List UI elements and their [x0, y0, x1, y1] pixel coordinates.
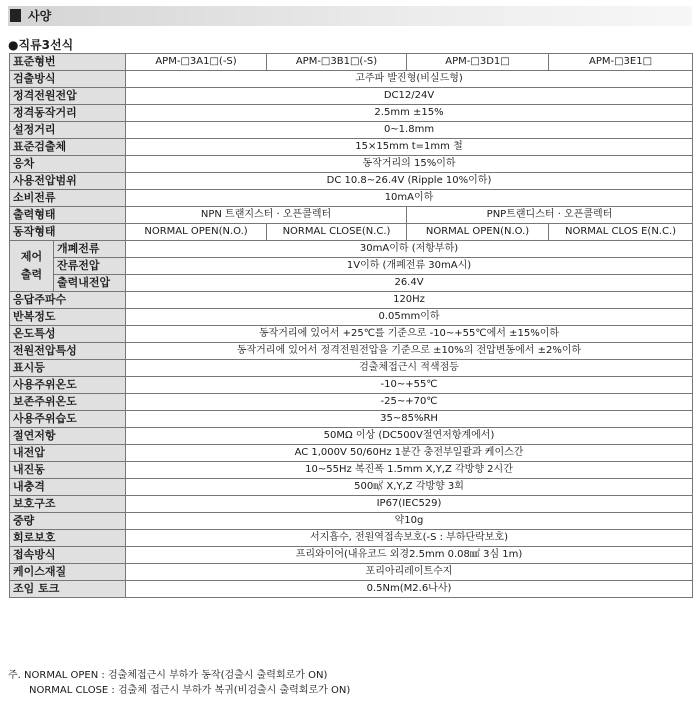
spec-table: [9, 53, 693, 598]
header-square-icon: [10, 9, 21, 22]
table-row: [10, 564, 693, 581]
table-row: [10, 445, 693, 462]
row-label: 출력형태: [10, 207, 126, 224]
table-row: [10, 581, 693, 598]
footnote-normal-close: NORMAL CLOSE : 검출체 접근시 부하가 복귀(비검출시 출력회로가 ON): [29, 685, 351, 696]
table-row: [10, 326, 693, 343]
footnotes: [8, 668, 350, 698]
row-value: PNP트랜디스터 · 오픈콜렉터: [407, 207, 693, 224]
row-value: 35~85%RH: [126, 411, 693, 428]
row-label: 출력내전압: [54, 275, 126, 292]
table-row: [10, 54, 693, 71]
row-value: 프리와이어(내유코드 외경2.5mm 0.08㎟ 3심 1m): [126, 547, 693, 564]
row-label: 검출방식: [10, 71, 126, 88]
row-value: NPN 트랜지스터 · 오픈콜렉터: [126, 207, 407, 224]
row-value: DC12/24V: [126, 88, 693, 105]
row-value: -25~+70℃: [126, 394, 693, 411]
row-label: 표시등: [10, 360, 126, 377]
row-label: 접속방식: [10, 547, 126, 564]
row-value: 포리아리레이트수지: [126, 564, 693, 581]
row-label: 보호구조: [10, 496, 126, 513]
table-row: [10, 360, 693, 377]
row-label: 절연저항: [10, 428, 126, 445]
table-row: [10, 343, 693, 360]
row-label: 회로보호: [10, 530, 126, 547]
row-value: 동작거리에 있어서 정격전원전압을 기준으로 ±10%의 전압변동에서 ±2%이하: [126, 343, 693, 360]
row-value: 2.5mm ±15%: [126, 105, 693, 122]
table-row: [10, 88, 693, 105]
table-row: [10, 139, 693, 156]
row-label: 잔류전압: [54, 258, 126, 275]
row-label: 사용주위온도: [10, 377, 126, 394]
row-value: 10~55Hz 복진폭 1.5mm X,Y,Z 각방향 2시간: [126, 462, 693, 479]
table-row: [10, 479, 693, 496]
table-row: [10, 122, 693, 139]
row-value: NORMAL CLOSE(N.C.): [267, 224, 407, 241]
row-value: 50MΩ 이상 (DC500V절연저항계에서): [126, 428, 693, 445]
table-row: [10, 292, 693, 309]
row-label: 표준형번: [10, 54, 126, 71]
row-label: 사용주위습도: [10, 411, 126, 428]
row-label: 중량: [10, 513, 126, 530]
table-row: [10, 377, 693, 394]
control-output-group-label: [10, 241, 54, 292]
row-value: 0.05mm이하: [126, 309, 693, 326]
row-label: 내전압: [10, 445, 126, 462]
table-row: [10, 207, 693, 224]
row-label: 소비전류: [10, 190, 126, 207]
row-label: 동작형태: [10, 224, 126, 241]
row-value: 1V이하 (개폐전류 30mA시): [126, 258, 693, 275]
row-value: 26.4V: [126, 275, 693, 292]
row-value: NORMAL OPEN(N.O.): [126, 224, 267, 241]
table-row: [10, 428, 693, 445]
row-value: 500㎨ X,Y,Z 각방향 3회: [126, 479, 693, 496]
footnote-normal-open: 주. NORMAL OPEN : 검출체접근시 부하가 동작(검출시 출력회로가 ON): [8, 670, 328, 681]
table-row: [10, 156, 693, 173]
model-cell: APM-□3E1□: [549, 54, 693, 71]
row-label: 온도특성: [10, 326, 126, 343]
table-row: [10, 275, 693, 292]
table-row: [10, 190, 693, 207]
table-row: [10, 411, 693, 428]
row-value: 약10g: [126, 513, 693, 530]
row-value: 고주파 발진형(비실드형): [126, 71, 693, 88]
row-label: 내진동: [10, 462, 126, 479]
table-row: [10, 530, 693, 547]
row-value: 서지흡수, 전원역접속보호(-S : 부하단락보호): [126, 530, 693, 547]
row-value: NORMAL OPEN(N.O.): [407, 224, 549, 241]
table-row: [10, 71, 693, 88]
table-row: [10, 309, 693, 326]
row-label: 전원전압특성: [10, 343, 126, 360]
row-value: 15×15mm t=1mm 철: [126, 139, 693, 156]
row-label: 응답주파수: [10, 292, 126, 309]
row-label: 조임 토크: [10, 581, 126, 598]
row-label: 정격동작거리: [10, 105, 126, 122]
row-label: 응차: [10, 156, 126, 173]
row-value: 0~1.8mm: [126, 122, 693, 139]
row-value: 30mA이하 (저항부하): [126, 241, 693, 258]
row-label: 내충격: [10, 479, 126, 496]
row-label: 정격전원전압: [10, 88, 126, 105]
model-cell: APM-□3B1□(-S): [267, 54, 407, 71]
table-row: [10, 513, 693, 530]
row-label: 표준검출체: [10, 139, 126, 156]
table-row: [10, 258, 693, 275]
table-row: [10, 173, 693, 190]
table-row: [10, 462, 693, 479]
row-label: 설정거리: [10, 122, 126, 139]
row-value: 0.5Nm(M2.6나사): [126, 581, 693, 598]
model-cell: APM-□3A1□(-S): [126, 54, 267, 71]
section-header: [8, 6, 692, 26]
group-label-line: 출력: [20, 268, 43, 281]
row-value: DC 10.8~26.4V (Ripple 10%이하): [126, 173, 693, 190]
table-row: [10, 105, 693, 122]
table-row: [10, 241, 693, 258]
group-label-line: 제어: [20, 250, 43, 263]
row-label: 사용전압범위: [10, 173, 126, 190]
row-value: 검출체접근시 적색점등: [126, 360, 693, 377]
table-row: [10, 224, 693, 241]
row-value: 120Hz: [126, 292, 693, 309]
row-label: 보존주위온도: [10, 394, 126, 411]
row-label: 케이스재질: [10, 564, 126, 581]
table-row: [10, 547, 693, 564]
model-cell: APM-□3D1□: [407, 54, 549, 71]
row-label: 개폐전류: [54, 241, 126, 258]
section-title: 사양: [28, 9, 52, 23]
row-value: NORMAL CLOS E(N.C.): [549, 224, 693, 241]
row-value: 10mA이하: [126, 190, 693, 207]
table-row: [10, 496, 693, 513]
row-value: 동작거리에 있어서 +25℃를 기준으로 -10~+55℃에서 ±15%이하: [126, 326, 693, 343]
row-value: AC 1,000V 50/60Hz 1분간 충전부일괄과 케이스간: [126, 445, 693, 462]
table-row: [10, 394, 693, 411]
subsection-title: ●직류3선식: [8, 38, 74, 52]
row-value: -10~+55℃: [126, 377, 693, 394]
row-value: IP67(IEC529): [126, 496, 693, 513]
row-label: 반복정도: [10, 309, 126, 326]
row-value: 동작거리의 15%이하: [126, 156, 693, 173]
